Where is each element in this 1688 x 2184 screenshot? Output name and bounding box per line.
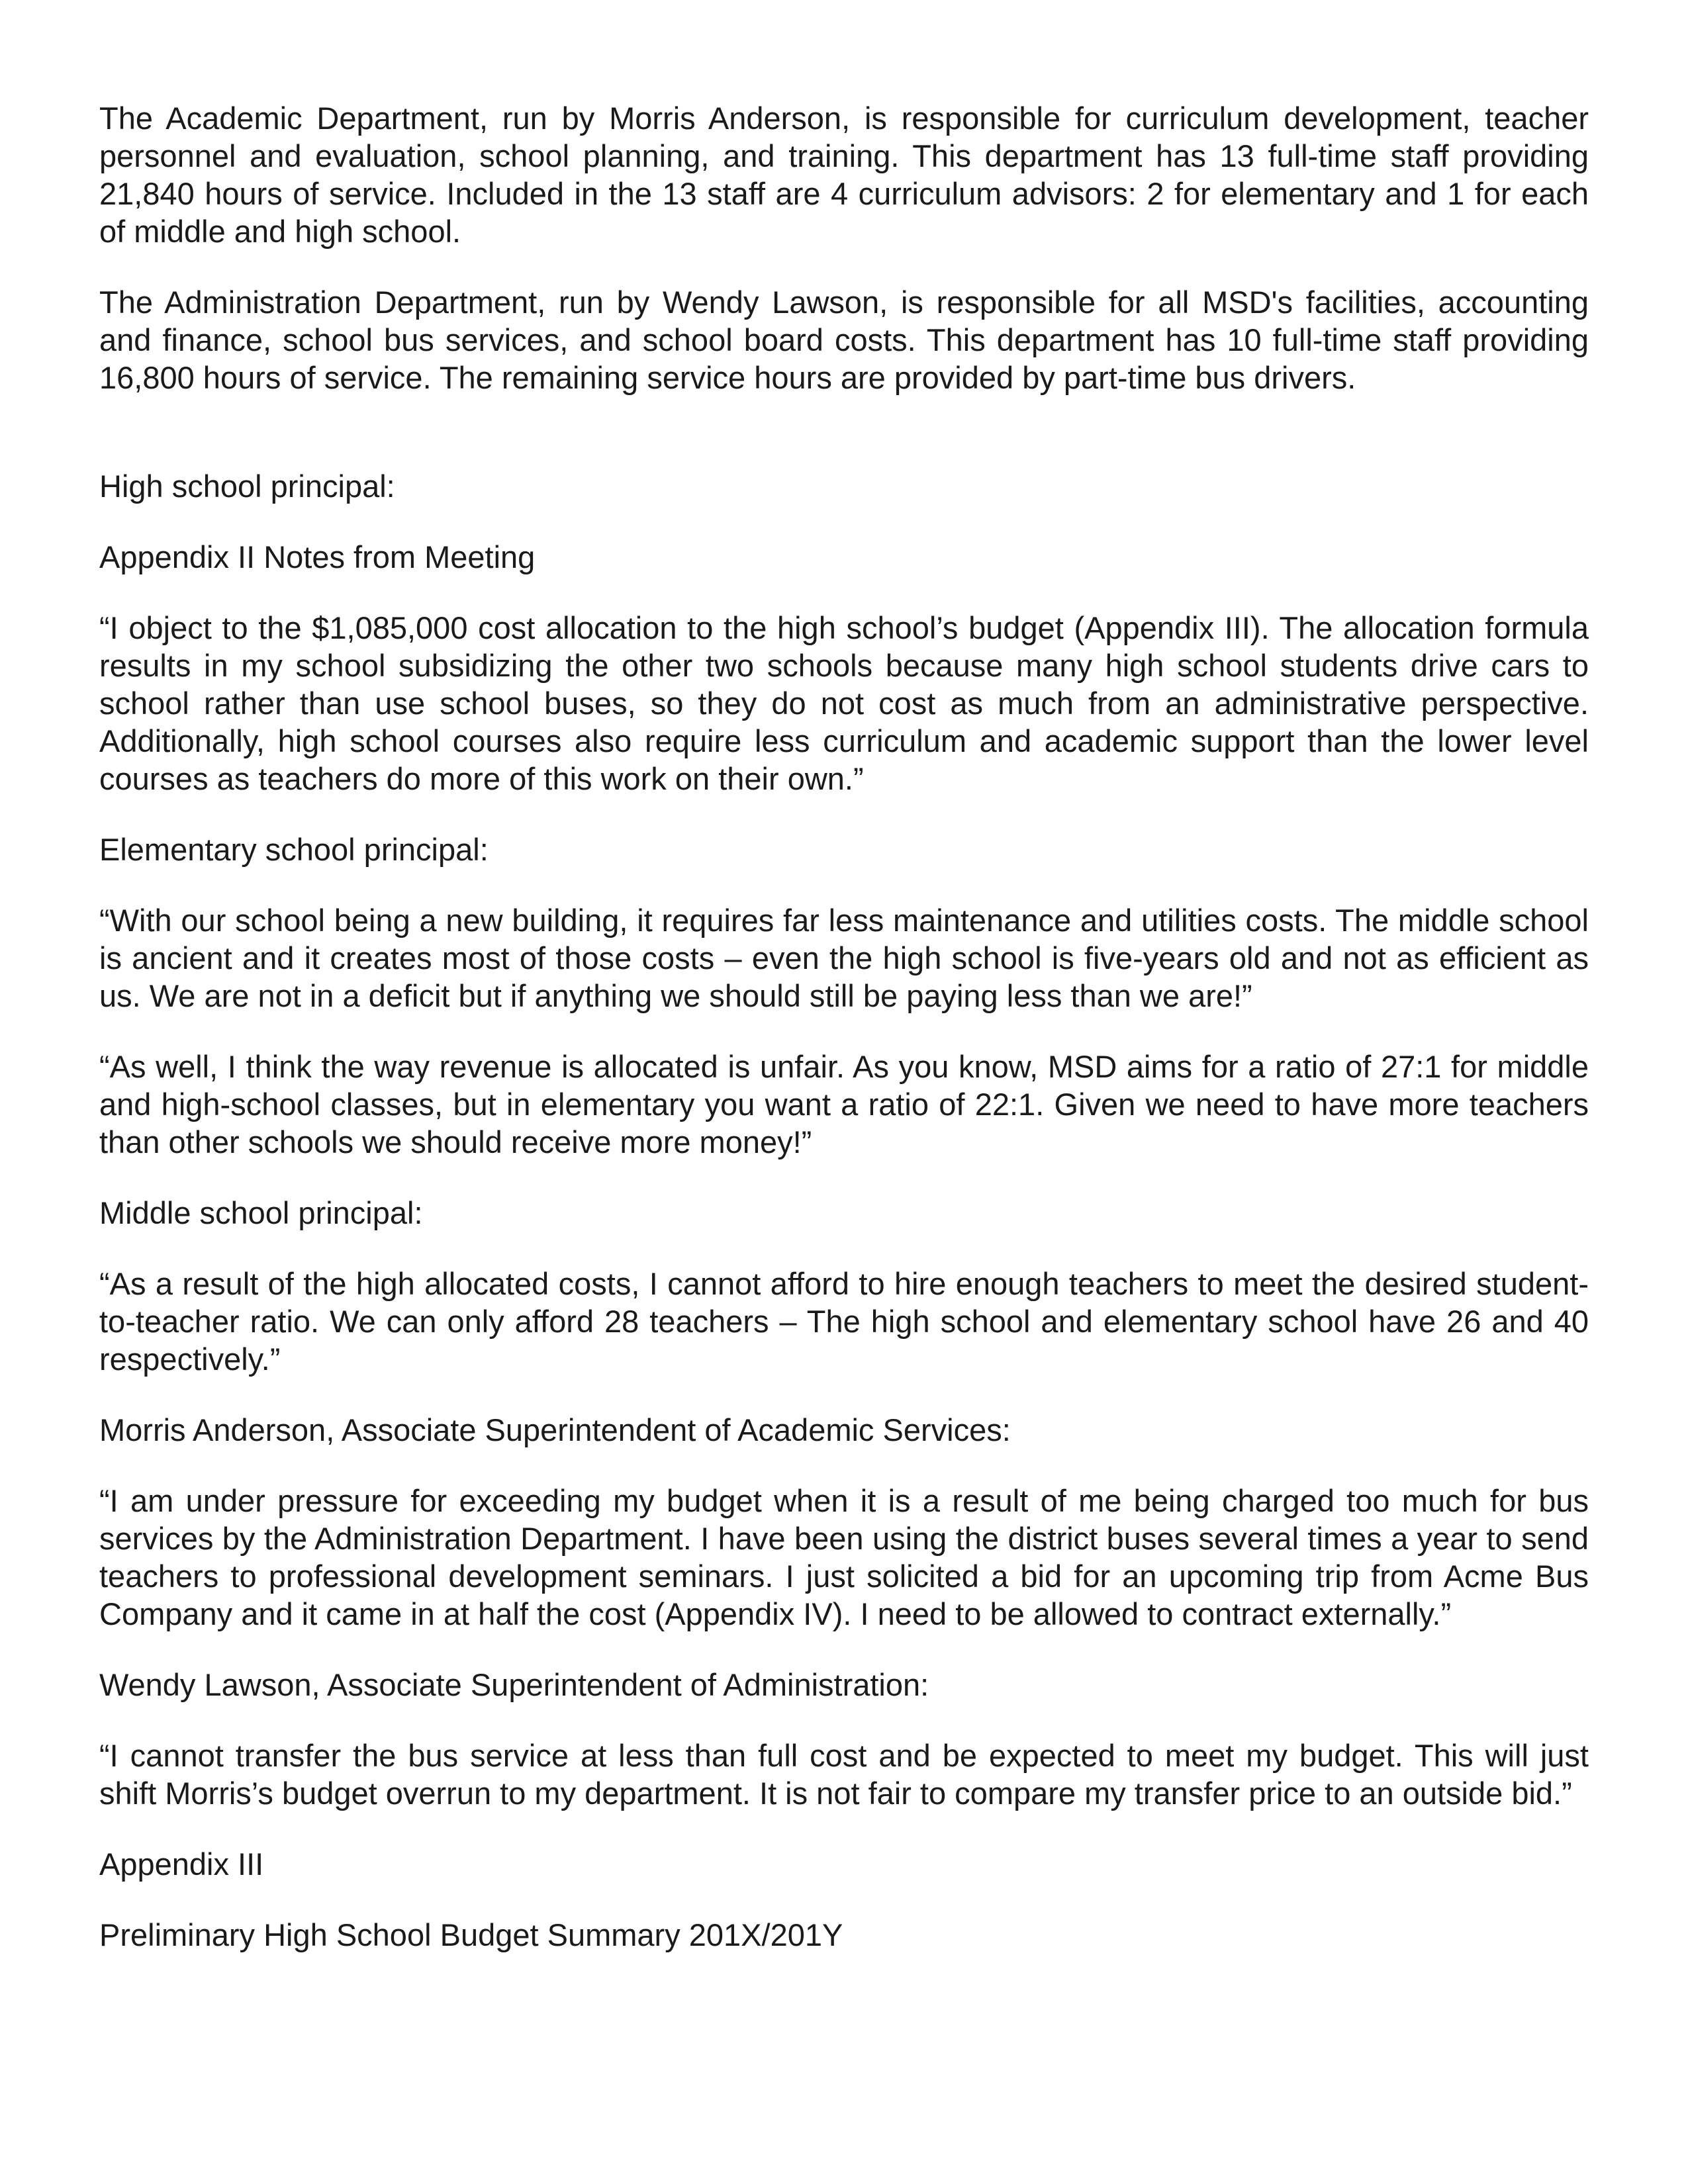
appendix-ii-heading: Appendix II Notes from Meeting [99, 539, 536, 574]
elementary-principal-quote-1: “With our school being a new building, it requires far less maintenance and utilities costs. The middle school is ancient and it creates most of those costs – even the high school is five-years old and not as efficient as us. We are not in a deficit but if anything we should still be paying less than we are!” [99, 903, 1589, 1013]
elementary-school-principal-heading: Elementary school principal: [99, 832, 489, 867]
morris-anderson-quote: “I am under pressure for exceeding my budget when it is a result of me being charged too much for bus services by the Administration Department. I have been using the district buses several times a year to send teachers to professional development seminars. I just solicited a bid for an upcoming trip from Acme Bus Company and it came in at half the cost (Appendix IV). I need to be allowed to contract externally.” [99, 1483, 1589, 1631]
budget-summary-title: Preliminary High School Budget Summary 201X/201Y [99, 1917, 843, 1952]
elementary-principal-quote-2: “As well, I think the way revenue is allocated is unfair. As you know, MSD aims for a ratio of 27:1 for middle and high-school classes, but in elementary you want a ratio of 22:1. Given we need to have more teachers than other schools we should receive more money!” [99, 1049, 1589, 1160]
wendy-lawson-heading: Wendy Lawson, Associate Superintendent of Administration: [99, 1667, 929, 1702]
document-page [99, 99, 1589, 1954]
high-school-principal-heading: High school principal: [99, 469, 395, 504]
morris-anderson-heading: Morris Anderson, Associate Superintendent of Academic Services: [99, 1412, 1011, 1447]
administration-department-paragraph: The Administration Department, run by Wendy Lawson, is responsible for all MSD's facilities, accounting and finance, school bus services, and school board costs. This department has 10 full-time staff providing 16,800 hours of service. The remaining service hours are provided by part-time bus drivers. [99, 285, 1589, 395]
middle-school-principal-quote: “As a result of the high allocated costs, I cannot afford to hire enough teachers to meet the desired student-to-teacher ratio. We can only afford 28 teachers – The high school and elementary school have 26 and 40 respectively.” [99, 1266, 1589, 1377]
academic-department-paragraph: The Academic Department, run by Morris Anderson, is responsible for curriculum development, teacher personnel and evaluation, school planning, and training. This department has 13 full-time staff providing 21,840 hours of service. Included in the 13 staff are 4 curriculum advisors: 2 for elementary and 1 for each of middle and high school. [99, 101, 1589, 249]
high-school-principal-quote: “I object to the $1,085,000 cost allocation to the high school’s budget (Appendix III). The allocation formula results in my school subsidizing the other two schools because many high school students drive cars to school rather than use school buses, so they do not cost as much from an administrative perspective. Additionally, high school courses also require less curriculum and academic support than the lower level courses as teachers do more of this work on their own.” [99, 610, 1589, 796]
middle-school-principal-heading: Middle school principal: [99, 1195, 423, 1230]
appendix-iii-heading: Appendix III [99, 1846, 264, 1882]
wendy-lawson-quote: “I cannot transfer the bus service at less than full cost and be expected to meet my budget. This will just shift Morris’s budget overrun to my department. It is not fair to compare my transfer price to an outside bid.” [99, 1738, 1589, 1811]
